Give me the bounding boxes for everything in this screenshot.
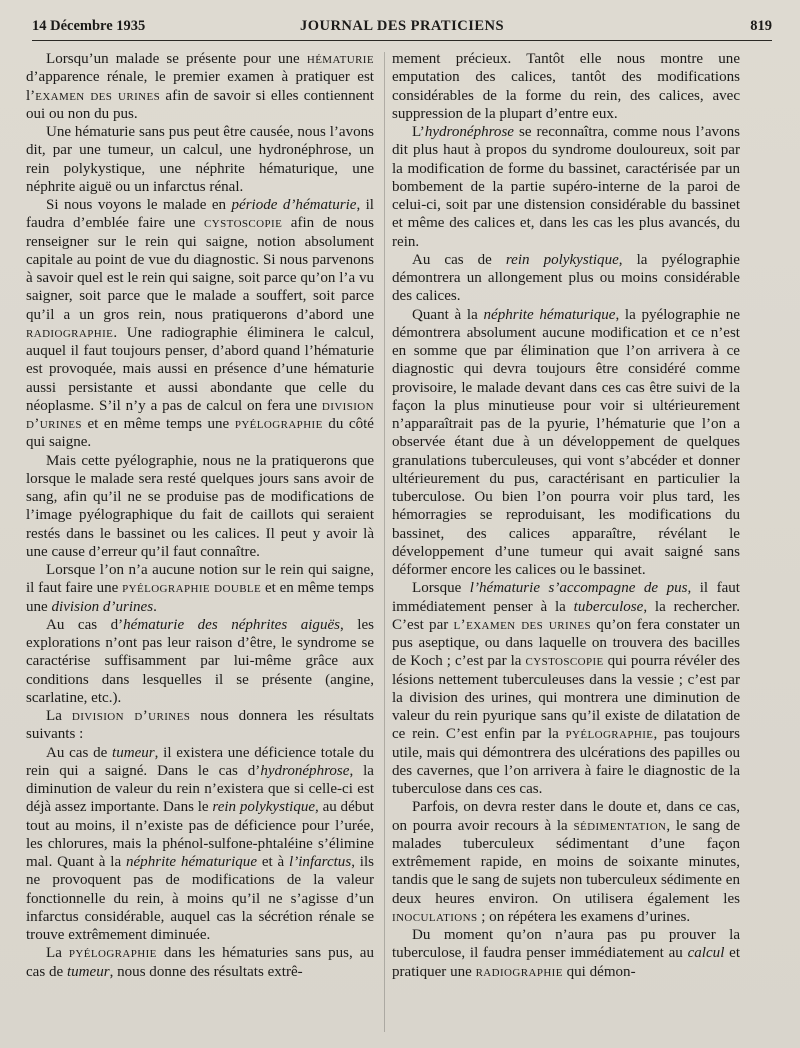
- paragraph: Au cas de rein polykystique, la pyélographie démontrera un allongement plus ou moins considérable des calices.: [392, 251, 740, 305]
- running-header: [32, 14, 772, 41]
- paragraph: L’hydronéphrose se reconnaîtra, comme nous l’avons dit plus haut à propos du syndrome douloureux, soit par la modification de forme du bassinet, caractérisée par un bombement de la partie supéro-interne de la paroi de celui-ci, soit par une distension considérable du bassinet et même des calices et, dans les cas les plus avancés, du rein.: [392, 124, 740, 250]
- header-date: 14 Décembre 1935: [32, 18, 146, 34]
- page-number: 819: [750, 18, 772, 34]
- paragraph: Mais cette pyélographie, nous ne la pratiquerons que lorsque le malade sera resté quelques jours sans avoir de sang, afin qu’il ne se produise pas de modifications de l’image pyélographique du fait de caillots qui seraient restés dans le bassinet ou les calices. Il peut y avoir là une cause d’erreur qu’il faut connaître.: [26, 452, 374, 560]
- paragraph: Au cas d’hématurie des néphrites aiguës, les explorations n’ont pas leur raison d’être, le syndrome se caractérise suffisamment par lui-même grâce aux conditions dans lesquelles il se présente (angine, scarlatine, etc.).: [26, 616, 374, 706]
- paragraph: Lorsqu’un malade se présente pour une hématurie d’apparence rénale, le premier examen à pratiquer est l’examen des urines afin de savoir si elles contiennent oui ou non du pus.: [26, 51, 374, 122]
- paragraph: mement précieux. Tantôt elle nous montre une emputation des calices, tantôt des modifications considérables de la forme du rein, des calices, avec suppression de la plupart d’entre eux.: [392, 51, 740, 122]
- journal-title: JOURNAL DES PRATICIENS: [299, 18, 505, 34]
- paragraph: Au cas de tumeur, il existera une déficience totale du rein qui a saigné. Dans le cas d’hydronéphrose, la diminution de valeur du rein n’existera que si celle-ci est déjà assez importante. Dans le rein polykystique, au début tout au moins, il n’existe pas de déficience pour l’urée, les chlorures, mais la phénol-sulfone-phtaléine s’élimine mal. Quant à la néphrite hématurique et à l’infarctus, ils ne provoquent pas de modifications de la valeur fonctionnelle du rein, à moins qu’il ne s’agisse d’un infarctus considérable, auquel cas la sécrétion rénale se trouve extrêmement diminuée.: [26, 744, 374, 943]
- paragraph: La division d’urines nous donnera les résultats suivants :: [26, 708, 375, 743]
- left-column: [26, 50, 374, 981]
- column-gutter: [384, 52, 385, 1032]
- paragraph: Lorsque l’on n’a aucune notion sur le rein qui saigne, il faut faire une pyélographie double et en même temps une division d’urines.: [26, 562, 375, 615]
- paragraph: Du moment qu’on n’aura pas pu prouver la tuberculose, il faudra penser immédiatement au calcul et pratiquer une radiographie qui démon-: [392, 927, 741, 980]
- right-column: [392, 50, 740, 981]
- paragraph: Si nous voyons le malade en période d’hématurie, il faudra d’emblée faire une cystoscopie afin de nous renseigner sur le rein qui saigne, notion absolument capitale au point de vue du diagnostic. Si nous parvenons à savoir quel est le rein qui saigne, soit parce qu’on l’a vu saigner, soit parce que le malade a souffert, soit parce qu’il a un gros rein, nous pratiquerons d’abord une radiographie. Une radiographie éliminera le calcul, auquel il faut toujours penser, d’abord quand l’hématurie est provoquée, mais aussi en présence d’une hématurie aussi persistante et aussi abondante que celle du néoplasme. S’il n’y a pas de calcul on fera une division d’urines et en même temps une pyélographie du côté qui saigne.: [26, 197, 375, 451]
- paragraph: Quant à la néphrite hématurique, la pyélographie ne démontrera absolument aucune modification et ce n’est en somme que par élimination que l’on arrivera à ce diagnostic qui devra toujours être considéré comme provisoire, le malade devant dans ces cas être suivi de la façon la plus minutieuse pour voir si ultérieurement n’apparaîtrait pas de la pyurie, l’hématurie que l’on a observée étant due à un développement de quelques granulations tuberculeuses, qui vont s’abcéder et donner ultérieurement du pus, caractérisant en particulier la tuberculose. Ou bien l’on pourra voir plus tard, les hémorragies se reproduisant, les modifications du bassinet, des calices apparaître, révélant le développement d’une tumeur qui avait saigné sans déformer encore les calices ou le bassinet.: [392, 306, 740, 578]
- paragraph: La pyélographie dans les hématuries sans pus, au cas de tumeur, nous donne des résultats extrê-: [26, 945, 374, 980]
- paragraph: Une hématurie sans pus peut être causée, nous l’avons dit, par une tumeur, un calcul, une hydronéphrose, un rein polykystique, une néphrite hématurique, une néphrite aiguë ou un infarctus rénal.: [26, 124, 374, 195]
- paragraph: Parfois, on devra rester dans le doute et, dans ce cas, on pourra avoir recours à la sédimentation, le sang de malades tuberculeux sédimentant d’une façon extrêmement rapide, en moins de soixante minutes, tandis que le sang de sujets non tuberculeux sédimente en deux heures environ. On utilisera également les inoculations ; on répétera les examens d’urines.: [392, 799, 740, 925]
- paragraph: Lorsque l’hématurie s’accompagne de pus, il faut immédiatement penser à la tuberculose, la rechercher. C’est par l’examen des urines qu’on fera constater un pus aseptique, ou dans laquelle on trouvera des bacilles de Koch ; c’est par la cystoscopie qui pourra révéler des lésions nettement tuberculeuses dans la vessie ; c’est par la division des urines, qui montrera une diminution de valeur du rein pyurique sans qu’il existe de dilatation de ce rein. C’est enfin par la pyélographie, pas toujours utile, mais qui démontrera des ulcérations des papilles ou des cavernes, que l’on arrivera à faire le diagnostic de la tuberculose dans ces cas.: [392, 580, 740, 797]
